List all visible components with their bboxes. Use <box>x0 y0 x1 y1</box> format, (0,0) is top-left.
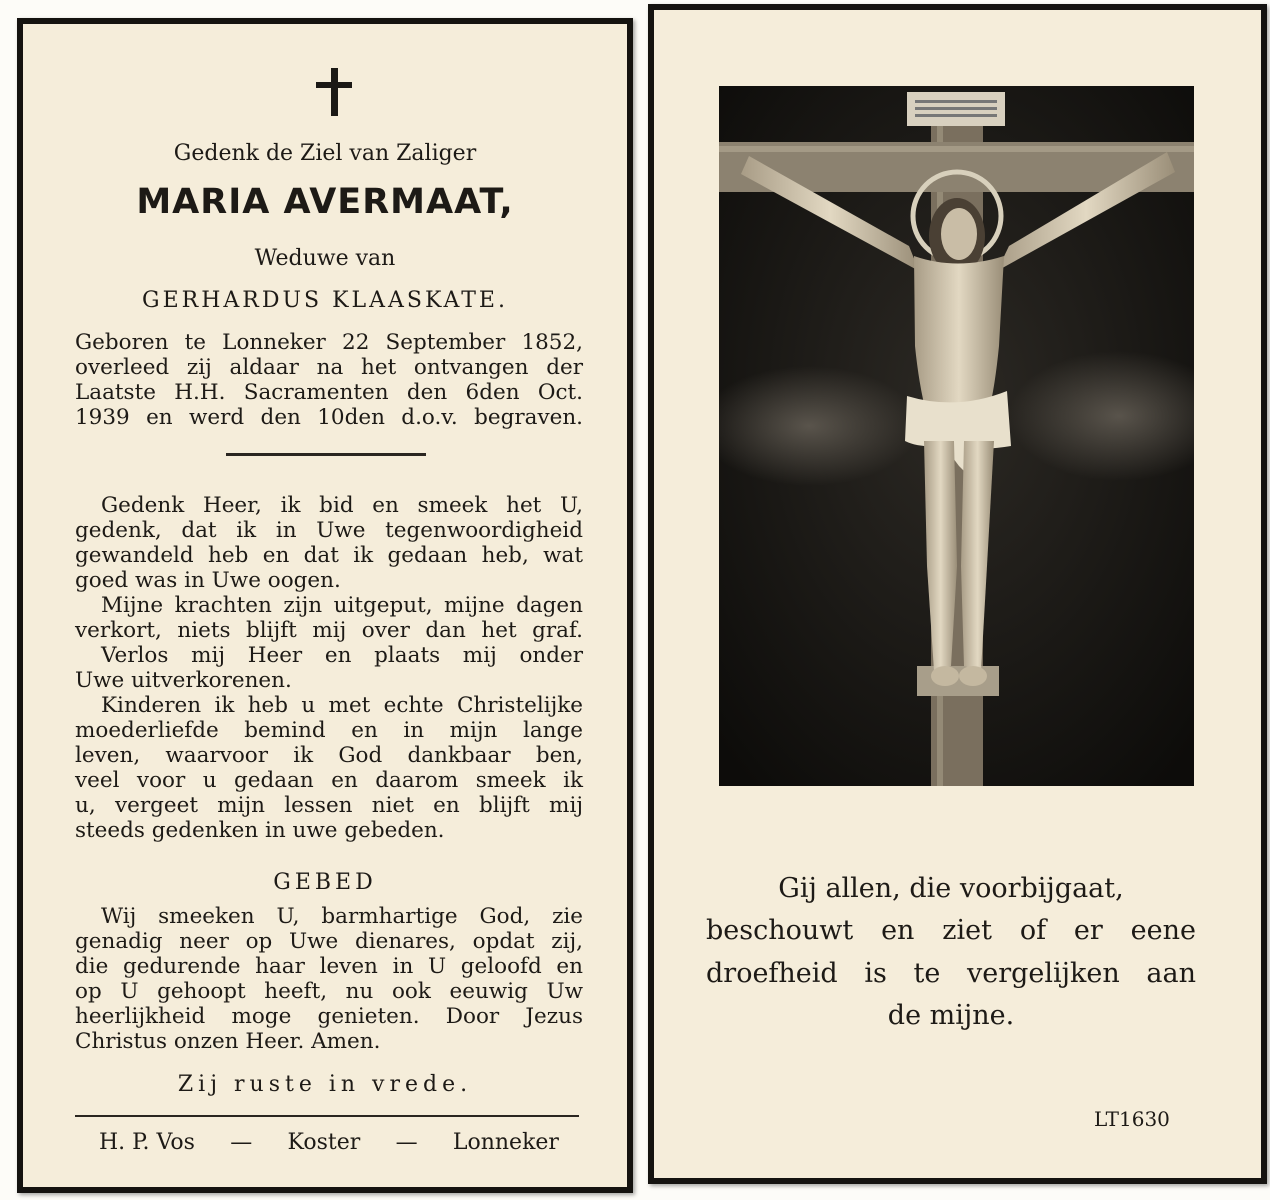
caption-line: Gij allen, die voorbijgaat, <box>778 873 1124 904</box>
printer-line <box>99 1130 559 1155</box>
memorial-card-front <box>17 18 633 1193</box>
printer-name: H. P. Vos <box>99 1130 195 1155</box>
meditation-line: Verlos mij Heer en plaats mij onder <box>101 643 583 668</box>
memorial-card-back <box>648 4 1267 1184</box>
prayer-line: op U gehoopt heeft, nu ook eeuwig Uw <box>75 979 583 1004</box>
meditation-line: Uwe uitverkorenen. <box>75 668 292 693</box>
prayer-line: Christus onzen Heer. Amen. <box>75 1029 381 1054</box>
prayer-line: Wij smeeken U, barmhartige God, zie <box>101 904 583 929</box>
meditation-line: leven, waarvoor ik God dankbaar ben, <box>75 743 583 768</box>
husband-name: GERHARDUS KLAASKATE. <box>142 288 508 313</box>
prayer-line: heerlijkheid moge genieten. Door Jezus <box>75 1004 583 1029</box>
widow-of-text: Weduwe van <box>254 246 396 271</box>
meditation-line: goed was in Uwe oogen. <box>75 568 341 593</box>
card-code: LT1630 <box>1094 1107 1170 1131</box>
intro-text: Gedenk de Ziel van Zaliger <box>173 141 477 166</box>
footer-rule <box>75 1115 579 1117</box>
meditation-line: u, vergeet mijn lessen niet en blijft mij <box>75 793 583 818</box>
caption-line: droefheid is te vergelijken aan <box>706 958 1196 989</box>
prayer-title: GEBED <box>273 870 377 895</box>
meditation-line: Mijne krachten zijn uitgeput, mijne dagen <box>101 593 583 618</box>
meditation-line: gewandeld heb en dat ik gedaan heb, wat <box>75 543 583 568</box>
printer-dash: — <box>230 1130 253 1155</box>
meditation-line: Kinderen ik heb u met echte Christelijke <box>101 693 583 718</box>
printer-role: Koster <box>287 1130 361 1155</box>
deceased-name: MARIA AVERMAAT, <box>136 182 514 222</box>
prayer-line: genadig neer op Uwe dienares, opdat zij, <box>75 929 583 954</box>
divider <box>226 453 426 456</box>
meditation-line: gedenk, dat ik in Uwe tegenwoordigheid <box>75 518 583 543</box>
bio-line: Laatste H.H. Sacramenten den 6den Oct. <box>75 380 583 405</box>
printer-place: Lonneker <box>452 1130 559 1155</box>
meditation-line: verkort, niets blijft mij over dan het graf. <box>75 618 583 643</box>
crucifix-icon <box>719 86 1194 786</box>
crucifix-image <box>719 86 1194 786</box>
bio-line: Geboren te Lonneker 22 September 1852, <box>75 330 583 355</box>
meditation-line: Gedenk Heer, ik bid en smeek het U, <box>101 493 583 518</box>
cross-icon <box>316 68 352 116</box>
meditation-line: veel voor u gedaan en daarom smeek ik <box>75 768 583 793</box>
caption-line: de mijne. <box>887 1000 1015 1031</box>
bio-line: overleed zij aldaar na het ontvangen der <box>75 355 583 380</box>
prayer-line: die gedurende haar leven in U geloofd en <box>75 954 583 979</box>
bio-line: 1939 en werd den 10den d.o.v. begraven. <box>75 405 583 430</box>
meditation-line: moederliefde bemind en in mijn lange <box>75 718 583 743</box>
caption-line: beschouwt en ziet of er eene <box>706 915 1196 946</box>
meditation-line: steeds gedenken in uwe gebeden. <box>75 818 445 843</box>
closing-text: Zij ruste in vrede. <box>177 1072 473 1097</box>
printer-dash: — <box>395 1130 418 1155</box>
